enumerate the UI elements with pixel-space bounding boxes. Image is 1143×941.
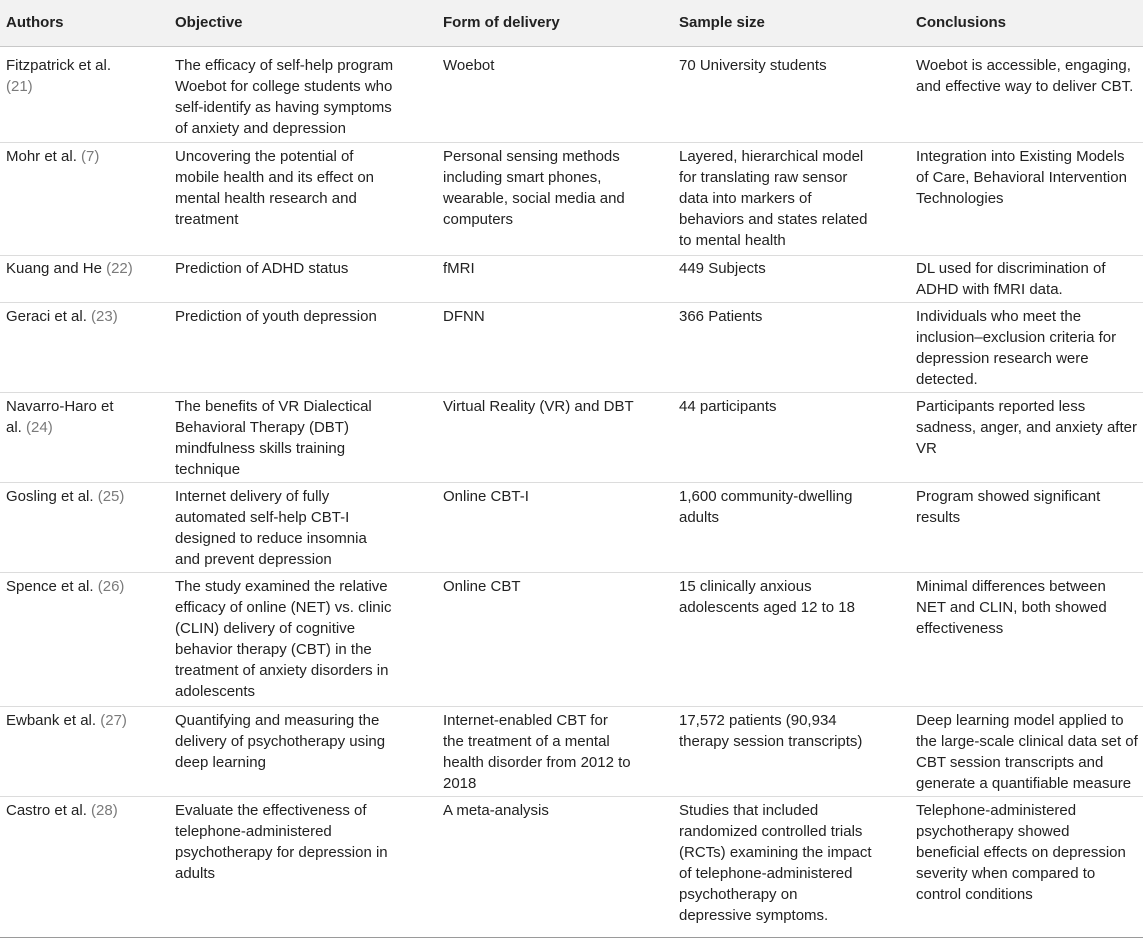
row-9-delivery: A meta-analysis	[443, 802, 549, 819]
row-3-sample: 449 Subjects	[679, 260, 766, 277]
row-6-delivery: Online CBT-I	[443, 488, 529, 505]
row-4-delivery: DFNN	[443, 308, 485, 325]
row-9-conclusions: Telephone-administered psychotherapy showed beneficial effects on depression severity when compared to control conditions	[916, 802, 1126, 903]
author-name: Castro et al.	[6, 802, 87, 819]
row-1-objective: The efficacy of self-help program Woebot for college students who self-identify as having symptoms of anxiety and depression	[175, 57, 394, 137]
row-5-authors	[6, 396, 114, 438]
row-divider	[0, 392, 1143, 393]
row-1-delivery: Woebot	[443, 57, 495, 74]
row-4-authors	[6, 306, 118, 327]
row-4-sample: 366 Patients	[679, 308, 763, 325]
row-3-conclusions: DL used for discrimination of ADHD with fMRI data.	[916, 260, 1106, 298]
row-1-authors	[6, 55, 111, 97]
author-name: Navarro-Haro et	[6, 398, 114, 415]
row-divider	[0, 572, 1143, 573]
header-objective: Objective	[175, 14, 243, 31]
header-conclusions: Conclusions	[916, 14, 1007, 31]
row-divider	[0, 302, 1143, 303]
author-name: Mohr et al.	[6, 148, 77, 165]
author-name: Geraci et al.	[6, 308, 87, 325]
row-7-sample: 15 clinically anxious adolescents aged 12 to 18	[679, 578, 855, 616]
row-3-objective: Prediction of ADHD status	[175, 260, 349, 277]
reference-link[interactable]: (25)	[97, 488, 125, 505]
reference-link[interactable]: (23)	[91, 308, 118, 325]
author-name-cont: al.	[6, 419, 22, 436]
row-6-sample: 1,600 community-dwelling adults	[679, 488, 853, 526]
table-bottom-rule	[0, 937, 1143, 938]
row-8-authors	[6, 710, 127, 731]
row-2-objective: Uncovering the potential of mobile health and its effect on mental health research and treatment	[175, 148, 375, 228]
reference-link[interactable]: (21)	[6, 78, 33, 95]
row-7-conclusions: Minimal differences between NET and CLIN, both showed effectiveness	[916, 578, 1107, 637]
row-3-delivery: fMRI	[443, 260, 475, 277]
reference-link[interactable]: (7)	[81, 148, 100, 165]
reference-link[interactable]: (24)	[26, 419, 53, 436]
author-name: Kuang and He	[6, 260, 102, 277]
row-divider	[0, 482, 1143, 483]
row-divider	[0, 142, 1143, 143]
author-name: Fitzpatrick et al.	[6, 57, 112, 74]
table-header	[0, 0, 1143, 47]
author-name: Spence et al.	[6, 578, 94, 595]
author-name: Ewbank et al.	[6, 712, 97, 729]
author-name: Gosling et al.	[6, 488, 94, 505]
row-6-conclusions: Program showed significant results	[916, 488, 1101, 526]
row-5-sample: 44 participants	[679, 398, 777, 415]
row-7-authors	[6, 576, 124, 597]
row-4-objective: Prediction of youth depression	[175, 308, 377, 325]
row-7-objective: The study examined the relative efficacy of online (NET) vs. clinic (CLIN) delivery of cognitive behavior therapy (CBT) in the treatment of anxiety disorders in adolescents	[175, 578, 392, 700]
row-2-delivery: Personal sensing methods including smart phones, wearable, social media and computers	[443, 148, 625, 228]
row-divider	[0, 255, 1143, 256]
row-divider	[0, 706, 1143, 707]
row-5-conclusions: Participants reported less sadness, anger, and anxiety after VR	[916, 398, 1137, 457]
row-8-objective: Quantifying and measuring the delivery of psychotherapy using deep learning	[175, 712, 386, 771]
row-3-authors	[6, 258, 133, 279]
row-divider	[0, 796, 1143, 797]
row-6-authors	[6, 486, 124, 507]
row-1-conclusions: Woebot is accessible, engaging, and effective way to deliver CBT.	[916, 57, 1134, 95]
reference-link[interactable]: (26)	[97, 578, 125, 595]
row-2-conclusions: Integration into Existing Models of Care, Behavioral Intervention Technologies	[916, 148, 1127, 207]
row-9-sample: Studies that included randomized controlled trials (RCTs) examining the impact of telephone-administered psychotherapy on depressive symptoms.	[679, 802, 872, 924]
row-2-authors	[6, 146, 99, 167]
header-form-of-delivery: Form of delivery	[443, 14, 560, 31]
row-9-authors	[6, 800, 118, 821]
row-8-delivery: Internet-enabled CBT for the treatment of a mental health disorder from 2012 to 2018	[443, 712, 631, 792]
row-7-delivery: Online CBT	[443, 578, 521, 595]
row-5-delivery: Virtual Reality (VR) and DBT	[443, 398, 634, 415]
reference-link[interactable]: (28)	[91, 802, 118, 819]
header-sample-size: Sample size	[679, 14, 765, 31]
row-6-objective: Internet delivery of fully automated self-help CBT-I designed to reduce insomnia and prevent depression	[175, 488, 367, 568]
row-4-conclusions: Individuals who meet the inclusion–exclusion criteria for depression research were detected.	[916, 308, 1117, 388]
row-8-sample: 17,572 patients (90,934 therapy session transcripts)	[679, 712, 863, 750]
row-1-sample: 70 University students	[679, 57, 827, 74]
reference-link[interactable]: (22)	[106, 260, 133, 277]
row-8-conclusions: Deep learning model applied to the large-scale clinical data set of CBT session transcripts and generate a quantifiable measure	[916, 712, 1138, 792]
header-authors: Authors	[6, 14, 64, 31]
row-5-objective: The benefits of VR Dialectical Behavioral Therapy (DBT) mindfulness skills training technique	[175, 398, 372, 478]
row-9-objective: Evaluate the effectiveness of telephone-administered psychotherapy for depression in adults	[175, 802, 388, 882]
reference-link[interactable]: (27)	[100, 712, 127, 729]
row-2-sample: Layered, hierarchical model for translating raw sensor data into markers of behaviors and states related to mental health	[679, 148, 868, 249]
